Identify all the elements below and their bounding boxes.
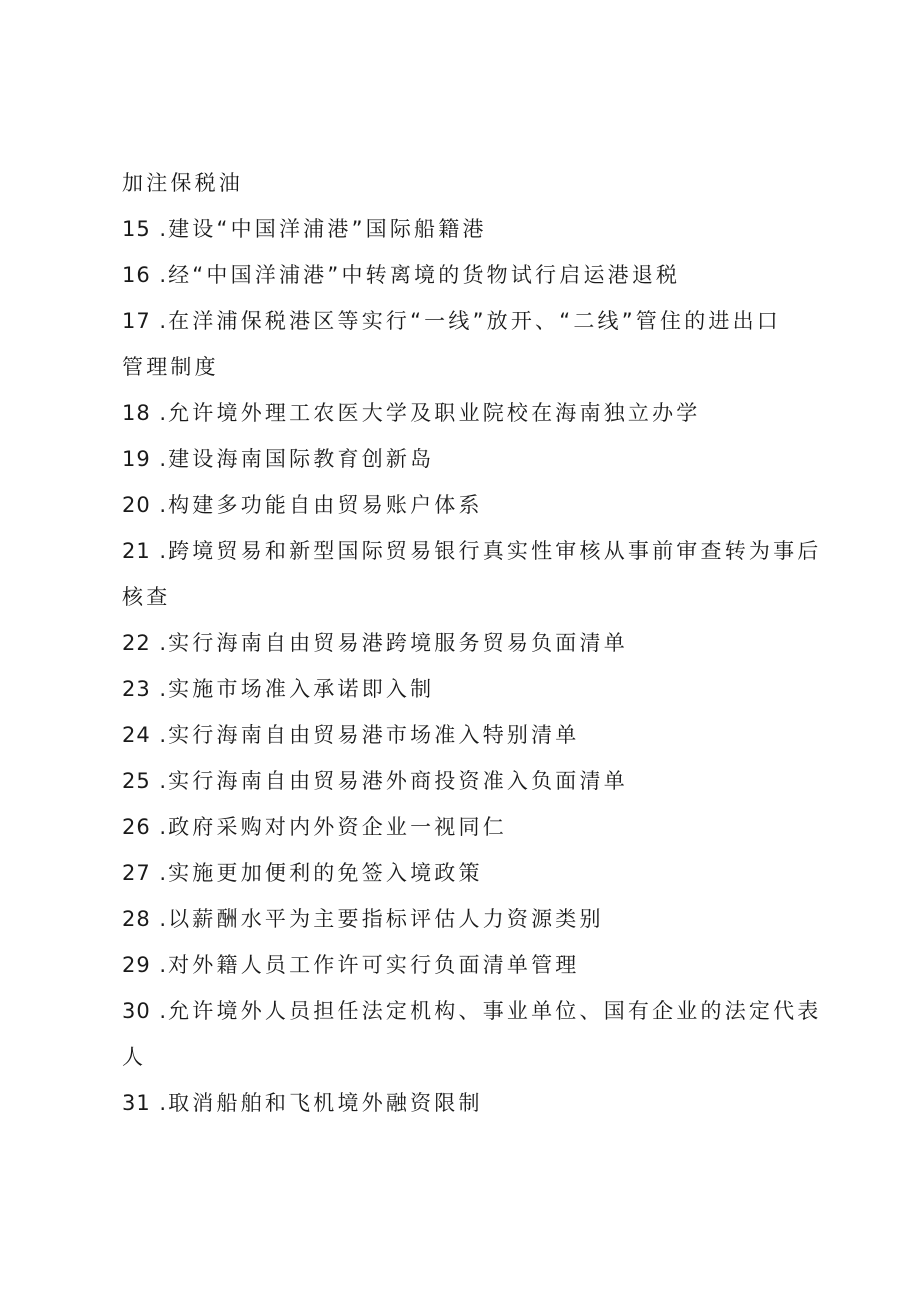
list-item xyxy=(122,804,802,850)
item-number: 18 xyxy=(122,401,151,425)
item-separator: . xyxy=(150,999,169,1023)
item-number: 30 xyxy=(122,999,151,1023)
list-item-continuation xyxy=(122,344,802,390)
item-number: 25 xyxy=(122,769,151,793)
item-text: 允许境外人员担任法定机构、事业单位、国有企业的法定代表 xyxy=(168,999,822,1023)
item-text: 人 xyxy=(122,1045,147,1069)
item-text: 跨境贸易和新型国际贸易银行真实性审核从事前审查转为事后 xyxy=(168,539,822,563)
item-separator: . xyxy=(150,447,169,471)
item-separator: . xyxy=(150,815,169,839)
item-separator: . xyxy=(150,769,169,793)
item-text: 政府采购对内外资企业一视同仁 xyxy=(168,815,507,839)
list-item xyxy=(122,896,802,942)
item-text: 实行海南自由贸易港市场准入特别清单 xyxy=(168,723,580,747)
item-text: 建设海南国际教育创新岛 xyxy=(168,447,435,471)
list-item xyxy=(122,252,802,298)
item-separator: . xyxy=(150,539,169,563)
item-text: 建设“中国洋浦港”国际船籍港 xyxy=(168,217,487,241)
list-item-continuation xyxy=(122,160,802,206)
item-text: 管理制度 xyxy=(122,355,219,379)
list-item xyxy=(122,666,802,712)
list-item xyxy=(122,528,822,574)
item-separator: . xyxy=(150,493,169,517)
item-number: 31 xyxy=(122,1091,151,1115)
item-separator: . xyxy=(150,907,169,931)
item-text: 加注保税油 xyxy=(122,171,243,195)
list-item xyxy=(122,298,802,344)
list-item xyxy=(122,482,802,528)
item-text: 实施更加便利的免签入境政策 xyxy=(168,861,483,885)
item-number: 21 xyxy=(122,539,151,563)
list-item xyxy=(122,620,802,666)
item-text: 允许境外理工农医大学及职业院校在海南独立办学 xyxy=(168,401,701,425)
list-item-continuation xyxy=(122,574,802,620)
list-item xyxy=(122,712,802,758)
list-item xyxy=(122,850,802,896)
item-separator: . xyxy=(150,263,169,287)
list-item xyxy=(122,942,802,988)
list-item xyxy=(122,390,802,436)
list-item-continuation xyxy=(122,1034,802,1080)
item-text: 实行海南自由贸易港外商投资准入负面清单 xyxy=(168,769,628,793)
list-item xyxy=(122,758,802,804)
item-number: 23 xyxy=(122,677,151,701)
item-number: 28 xyxy=(122,907,151,931)
item-text: 以薪酬水平为主要指标评估人力资源类别 xyxy=(168,907,604,931)
list-item xyxy=(122,988,822,1034)
item-number: 24 xyxy=(122,723,151,747)
list-item xyxy=(122,436,802,482)
item-number: 20 xyxy=(122,493,151,517)
item-number: 29 xyxy=(122,953,151,977)
item-number: 26 xyxy=(122,815,151,839)
list-item xyxy=(122,1080,802,1126)
item-text: 实行海南自由贸易港跨境服务贸易负面清单 xyxy=(168,631,628,655)
item-text: 构建多功能自由贸易账户体系 xyxy=(168,493,483,517)
item-text: 对外籍人员工作许可实行负面清单管理 xyxy=(168,953,580,977)
item-separator: . xyxy=(150,631,169,655)
item-number: 15 xyxy=(122,217,151,241)
item-separator: . xyxy=(150,677,169,701)
item-text: 取消船舶和飞机境外融资限制 xyxy=(168,1091,483,1115)
item-text: 核查 xyxy=(122,585,171,609)
item-separator: . xyxy=(150,1091,169,1115)
item-text: 实施市场准入承诺即入制 xyxy=(168,677,435,701)
item-separator: . xyxy=(150,309,169,333)
item-number: 22 xyxy=(122,631,151,655)
item-separator: . xyxy=(150,723,169,747)
item-separator: . xyxy=(150,953,169,977)
item-separator: . xyxy=(150,401,169,425)
item-text: 经“中国洋浦港”中转离境的货物试行启运港退税 xyxy=(168,263,681,287)
item-text: 在洋浦保税港区等实行“一线”放开、“二线”管住的进出口 xyxy=(168,309,782,333)
list-item xyxy=(122,206,802,252)
policy-list xyxy=(122,160,822,1126)
item-number: 19 xyxy=(122,447,151,471)
item-separator: . xyxy=(150,217,169,241)
item-number: 16 xyxy=(122,263,151,287)
item-separator: . xyxy=(150,861,169,885)
item-number: 17 xyxy=(122,309,151,333)
item-number: 27 xyxy=(122,861,151,885)
